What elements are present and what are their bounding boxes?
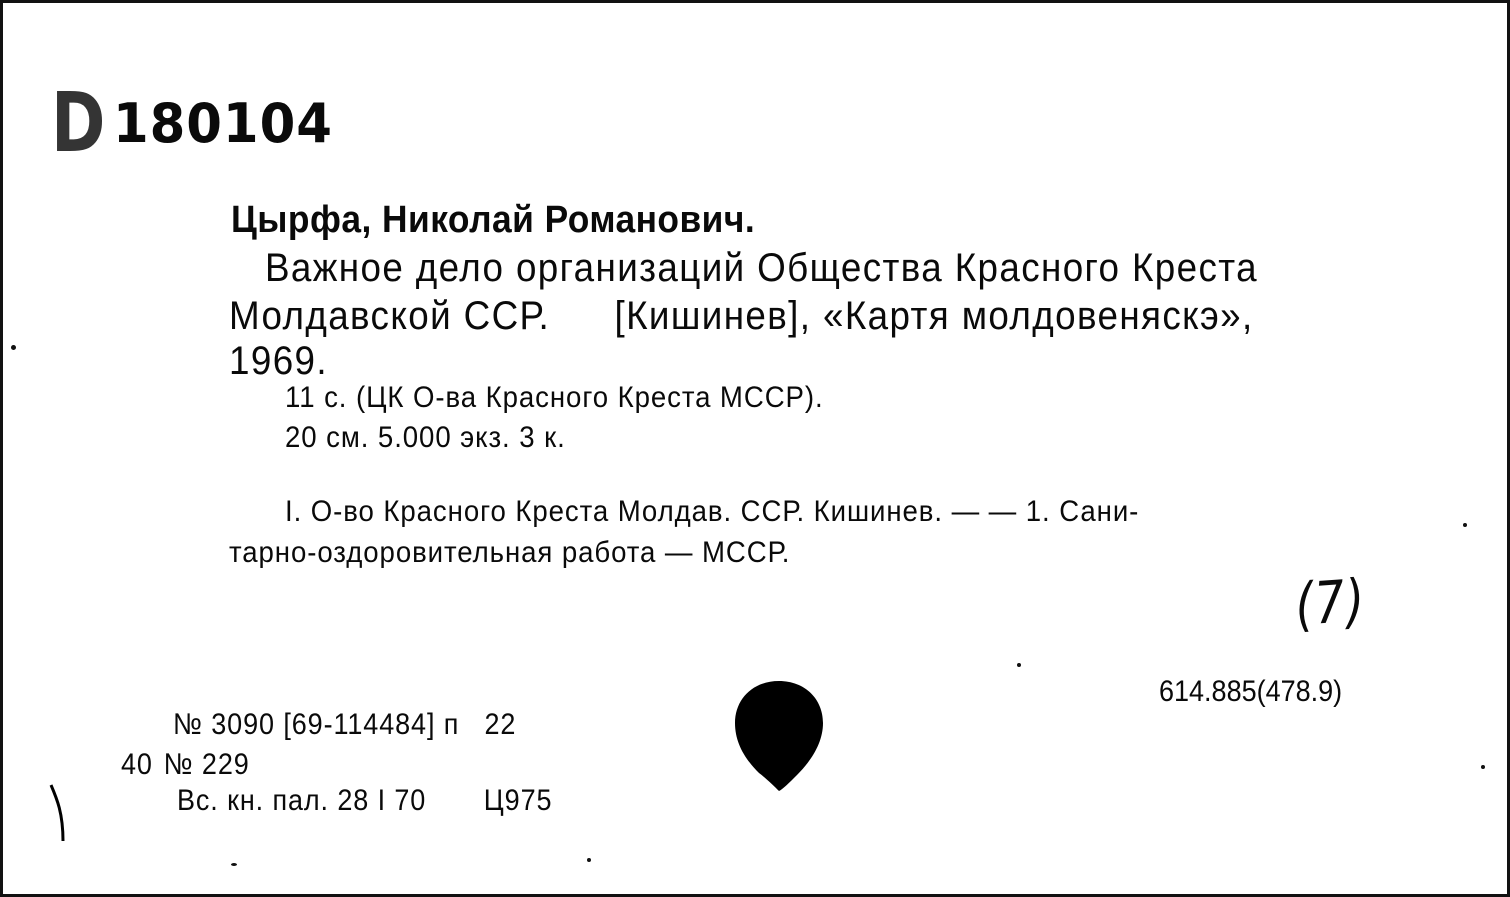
- punch-hole: [733, 679, 825, 793]
- series-prefix: 40: [121, 748, 153, 781]
- title-line-2: [229, 294, 1254, 339]
- call-number-stamp: D: [51, 76, 106, 171]
- pagination: 11 с. (ЦК О-ва Красного Креста МССР).: [285, 381, 824, 414]
- scan-speck: [1481, 765, 1485, 769]
- author-heading: Цырфа, Николай Романович.: [231, 199, 756, 241]
- dimensions-and-print-run: 20 см. 5.000 экз. 3 к.: [285, 421, 566, 454]
- scan-speck: [11, 345, 16, 350]
- scan-speck: [231, 863, 237, 866]
- scan-speck: [1017, 663, 1021, 667]
- call-number-value: 180104: [113, 92, 333, 155]
- imprint-series-line: [121, 748, 250, 782]
- classification-number: 614.885(478.9): [1159, 675, 1343, 708]
- tracing-line-1: I. О-во Красного Креста Молдав. ССР. Кишинев. — — 1. Сани-: [285, 495, 1140, 528]
- imprint-date-line: [177, 784, 552, 818]
- order-number: № 3090 [69-114484] п: [173, 708, 460, 741]
- title-line-1: Важное дело организаций Общества Красного Креста: [265, 246, 1258, 290]
- stray-pen-mark: [49, 783, 67, 843]
- tracing-line-2: тарно-оздоровительная работа — МССР.: [229, 536, 791, 569]
- publication-year: 1969.: [229, 339, 329, 383]
- handwritten-annotation: (7): [1293, 566, 1369, 639]
- imprint-order-line: [173, 708, 516, 742]
- chamber-date: Вс. кн. пал. 28 I 70: [177, 784, 427, 817]
- publisher: [Кишинев], «Картя молдовеняскэ»,: [614, 294, 1254, 338]
- chamber-code: Ц975: [483, 784, 553, 817]
- scan-speck: [1463, 523, 1467, 527]
- series-number: № 229: [163, 748, 250, 781]
- scan-speck: [587, 858, 591, 862]
- call-number: [51, 76, 344, 171]
- title-line-2-part-a: Молдавской ССР.: [229, 294, 551, 338]
- order-quantity: 22: [484, 708, 517, 741]
